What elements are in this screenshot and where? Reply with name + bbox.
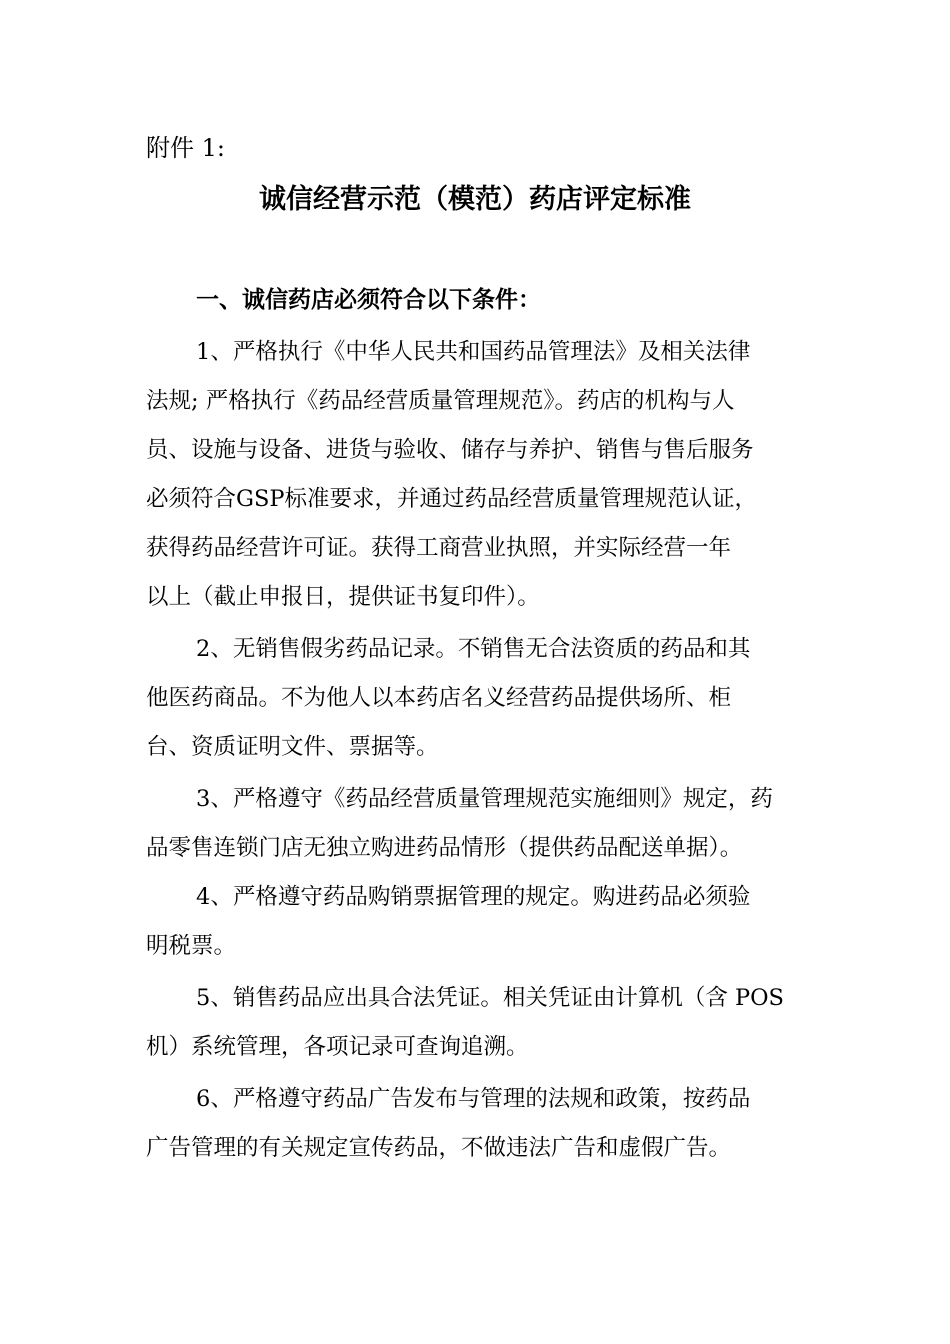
item-4-line-2: 明税票。 bbox=[146, 933, 237, 959]
item-4-line-1: 4、严格遵守药品购销票据管理的规定。购进药品必须验 bbox=[196, 884, 751, 910]
attachment-label: 附件 1: bbox=[146, 134, 225, 162]
item-6-line-2: 广告管理的有关规定宣传药品，不做违法广告和虚假广告。 bbox=[146, 1135, 732, 1161]
item-2-line-3: 台、资质证明文件、票据等。 bbox=[146, 734, 439, 760]
item-5-line-1: 5、销售药品应出具合法凭证。相关凭证由计算机（含 POS bbox=[196, 985, 784, 1011]
item-1-line-6: 以上（截止申报日，提供证书复印件）。 bbox=[146, 584, 540, 610]
item-1-line-4: 必须符合GSP标准要求，并通过药品经营质量管理规范认证， bbox=[146, 486, 758, 512]
item-5-line-2: 机）系统管理，各项记录可查询追溯。 bbox=[146, 1034, 529, 1060]
item-2-line-1: 2、无销售假劣药品记录。不销售无合法资质的药品和其 bbox=[196, 636, 751, 662]
item-1-line-3: 员、设施与设备、进货与验收、储存与养护、销售与售后服务 bbox=[146, 437, 754, 463]
item-3-line-2: 品零售连锁门店无独立购进药品情形（提供药品配送单据）。 bbox=[146, 835, 743, 861]
item-3-line-1: 3、严格遵守《药品经营质量管理规范实施细则》规定，药 bbox=[196, 786, 773, 812]
section-heading: 一、诚信药店必须符合以下条件： bbox=[196, 287, 541, 313]
document-title: 诚信经营示范（模范）药店评定标准 bbox=[259, 184, 691, 215]
item-1-line-2: 法规; 严格执行《药品经营质量管理规范》。药店的机构与人 bbox=[146, 388, 735, 414]
item-2-line-2: 他医药商品。不为他人以本药店名义经营药品提供场所、柜 bbox=[146, 685, 732, 711]
item-1-line-1: 1、严格执行《中华人民共和国药品管理法》及相关法律 bbox=[196, 339, 751, 365]
item-1-line-5: 获得药品经营许可证。获得工商营业执照，并实际经营一年 bbox=[146, 535, 732, 561]
item-6-line-1: 6、严格遵守药品广告发布与管理的法规和政策，按药品 bbox=[196, 1086, 751, 1112]
